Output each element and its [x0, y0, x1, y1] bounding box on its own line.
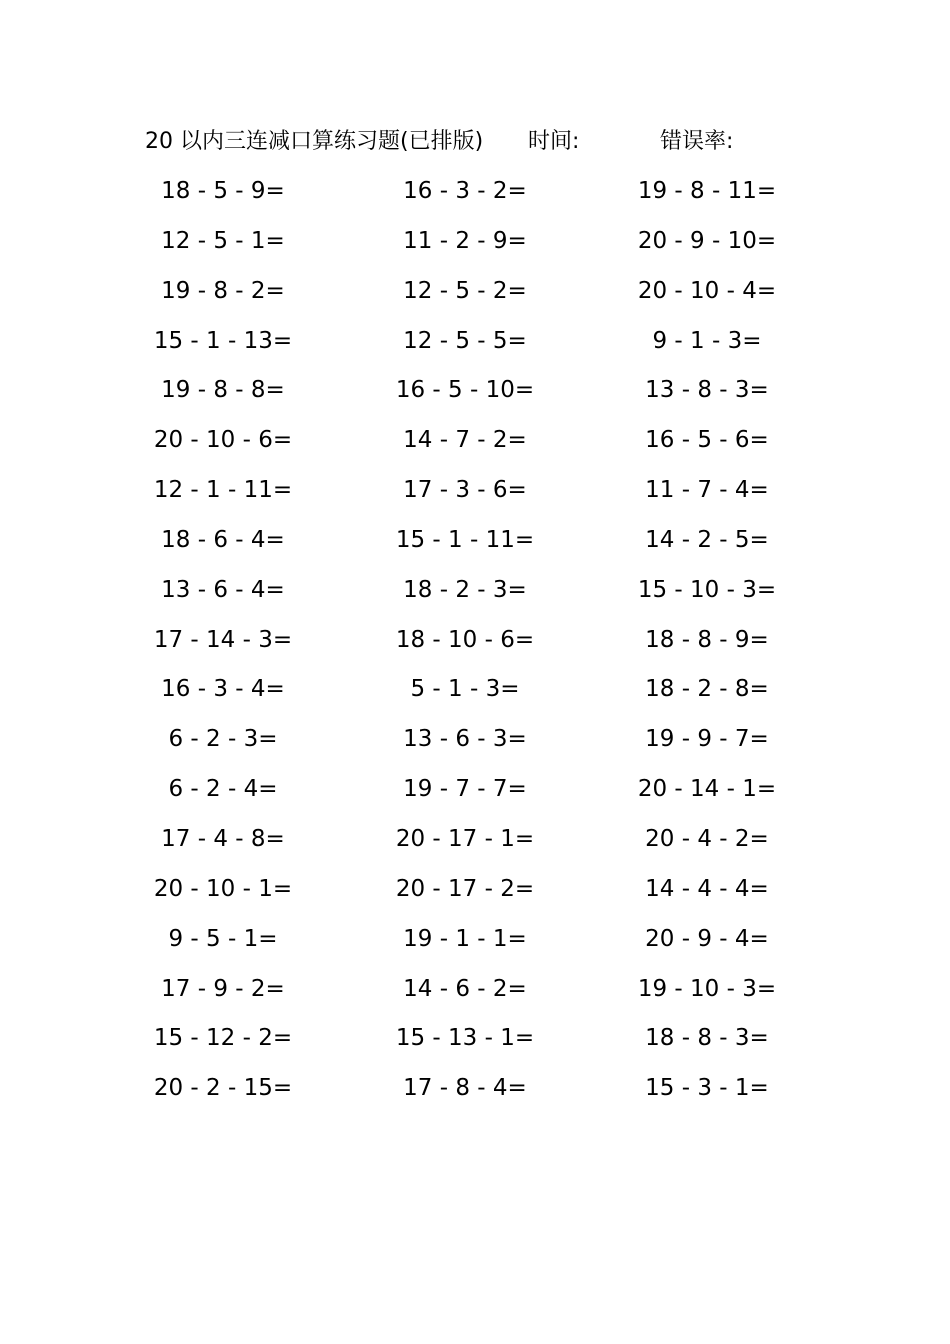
- problem-item: 20 - 10 - 6=: [153, 427, 293, 454]
- problem-row: [0, 471, 950, 521]
- problem-item: 12 - 5 - 2=: [403, 277, 527, 304]
- problem-row: [0, 870, 950, 920]
- problem-item: 19 - 10 - 3=: [637, 975, 777, 1002]
- worksheet-title: 20 以内三连减口算练习题(已排版): [145, 129, 484, 154]
- problem-item: 20 - 2 - 15=: [153, 1075, 293, 1102]
- time-label: 时间:: [528, 129, 580, 154]
- problem-item: 13 - 6 - 4=: [161, 576, 285, 603]
- problem-row: [0, 970, 950, 1020]
- problem-row: [0, 272, 950, 322]
- problem-row: [0, 621, 950, 671]
- problem-item: 20 - 17 - 2=: [395, 875, 535, 902]
- problem-item: 20 - 4 - 2=: [645, 825, 769, 852]
- problem-item: 18 - 8 - 9=: [645, 626, 769, 653]
- problem-item: 9 - 5 - 1=: [168, 925, 278, 952]
- problem-item: 18 - 5 - 9=: [161, 178, 285, 204]
- problem-item: 19 - 8 - 11=: [637, 178, 777, 204]
- problem-item: 19 - 7 - 7=: [403, 776, 527, 803]
- problem-row: [0, 1069, 950, 1119]
- problem-row: [0, 770, 950, 820]
- problem-item: 20 - 10 - 4=: [637, 277, 777, 304]
- problem-item: 17 - 4 - 8=: [161, 825, 285, 852]
- problem-item: 18 - 2 - 8=: [645, 676, 769, 703]
- problem-item: 13 - 6 - 3=: [403, 726, 527, 753]
- problem-item: 15 - 13 - 1=: [395, 1025, 535, 1052]
- problem-item: 17 - 14 - 3=: [153, 626, 293, 653]
- problem-item: 18 - 8 - 3=: [645, 1025, 769, 1052]
- problem-item: 19 - 8 - 8=: [161, 377, 285, 404]
- worksheet-header: [0, 124, 950, 160]
- problem-item: 15 - 10 - 3=: [637, 576, 777, 603]
- problem-item: 12 - 5 - 1=: [161, 227, 285, 254]
- problem-item: 17 - 8 - 4=: [403, 1075, 527, 1102]
- error-rate-label: 错误率:: [660, 129, 734, 154]
- problem-grid: [0, 172, 950, 1119]
- problem-item: 17 - 9 - 2=: [161, 975, 285, 1002]
- problem-row: [0, 371, 950, 421]
- problem-item: 20 - 14 - 1=: [637, 776, 777, 803]
- problem-item: 6 - 2 - 4=: [168, 776, 278, 803]
- problem-item: 18 - 10 - 6=: [395, 626, 535, 653]
- problem-row: [0, 322, 950, 372]
- problem-item: 15 - 1 - 11=: [395, 526, 535, 553]
- problem-row: [0, 1019, 950, 1069]
- problem-item: 16 - 5 - 6=: [645, 427, 769, 454]
- problem-item: 6 - 2 - 3=: [168, 726, 278, 753]
- problem-item: 15 - 1 - 13=: [153, 327, 293, 354]
- problem-item: 15 - 3 - 1=: [645, 1075, 769, 1102]
- problem-item: 11 - 7 - 4=: [645, 477, 769, 504]
- problem-item: 20 - 10 - 1=: [153, 875, 293, 902]
- problem-row: [0, 172, 950, 222]
- problem-row: [0, 222, 950, 272]
- problem-row: [0, 571, 950, 621]
- problem-item: 11 - 2 - 9=: [403, 227, 527, 254]
- problem-row: [0, 670, 950, 720]
- problem-item: 20 - 9 - 4=: [645, 925, 769, 952]
- problem-row: [0, 421, 950, 471]
- problem-item: 20 - 9 - 10=: [637, 227, 777, 254]
- problem-row: [0, 920, 950, 970]
- problem-row: [0, 521, 950, 571]
- problem-row: [0, 820, 950, 870]
- problem-item: 19 - 9 - 7=: [645, 726, 769, 753]
- problem-item: 14 - 7 - 2=: [403, 427, 527, 454]
- problem-item: 18 - 2 - 3=: [403, 576, 527, 603]
- problem-item: 14 - 6 - 2=: [403, 975, 527, 1002]
- problem-item: 12 - 1 - 11=: [153, 477, 293, 504]
- problem-item: 19 - 1 - 1=: [403, 925, 527, 952]
- problem-item: 14 - 4 - 4=: [645, 875, 769, 902]
- problem-item: 16 - 3 - 4=: [161, 676, 285, 703]
- problem-item: 13 - 8 - 3=: [645, 377, 769, 404]
- problem-item: 17 - 3 - 6=: [403, 477, 527, 504]
- problem-item: 12 - 5 - 5=: [403, 327, 527, 354]
- problem-item: 16 - 3 - 2=: [403, 178, 527, 204]
- problem-item: 15 - 12 - 2=: [153, 1025, 293, 1052]
- problem-item: 16 - 5 - 10=: [395, 377, 535, 404]
- problem-item: 14 - 2 - 5=: [645, 526, 769, 553]
- problem-item: 19 - 8 - 2=: [161, 277, 285, 304]
- problem-item: 9 - 1 - 3=: [652, 327, 762, 354]
- problem-item: 20 - 17 - 1=: [395, 825, 535, 852]
- problem-item: 5 - 1 - 3=: [410, 676, 520, 703]
- problem-item: 18 - 6 - 4=: [161, 526, 285, 553]
- problem-row: [0, 720, 950, 770]
